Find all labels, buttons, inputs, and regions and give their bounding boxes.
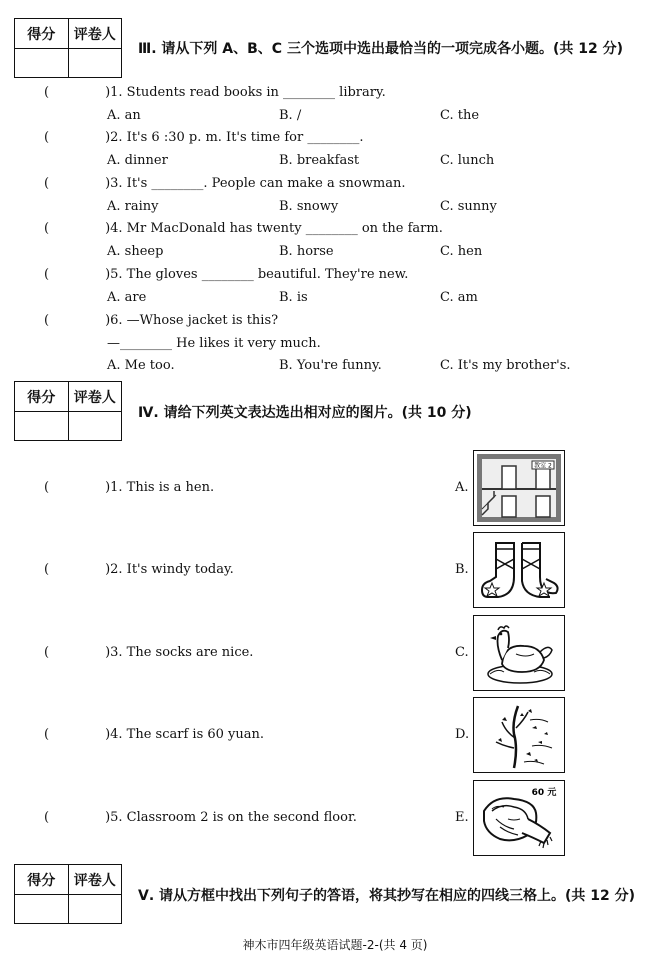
s4-q1: ( )1. This is a hen.: [44, 480, 215, 495]
picture-b: [473, 532, 565, 608]
s3-q1-option-b: B. /: [279, 108, 302, 123]
score-label: 得分: [27, 389, 56, 406]
score-label: 得分: [27, 26, 56, 43]
s4-q5: ( )5. Classroom 2 is on the second floor.: [44, 810, 357, 825]
score-box-section5: [14, 864, 122, 924]
score-entry: [15, 49, 68, 78]
score-entry: [15, 412, 68, 441]
scarf-icon: [474, 781, 564, 855]
s3-q5-stem: ( )5. The gloves ________ beautiful. They're new.: [44, 267, 409, 282]
s3-q3-option-b: B. snowy: [279, 199, 339, 214]
score-entry: [15, 895, 68, 924]
s3-q1-stem: ( )1. Students read books in ________ library.: [44, 85, 386, 100]
socks-icon: [474, 533, 564, 607]
s4-q3: ( )3. The socks are nice.: [44, 645, 254, 660]
s3-q2-stem: ( )2. It's 6 :30 p. m. It's time for ________.: [44, 130, 364, 145]
picture-d: [473, 697, 565, 773]
price-tag: 60 元: [531, 788, 557, 798]
picture-b-label: B.: [455, 562, 469, 577]
s3-q5-option-a: A. are: [107, 290, 147, 305]
section4-heading: Ⅳ. 请给下列英文表达选出相对应的图片。(共 10 分): [138, 405, 472, 421]
picture-c-label: C.: [455, 645, 469, 660]
s3-q2-option-c: C. lunch: [440, 153, 495, 168]
score-label: 得分: [27, 872, 56, 889]
s3-q6-option-c: C. It's my brother's.: [440, 358, 571, 373]
grader-entry: [68, 895, 122, 924]
picture-c: [473, 615, 565, 691]
classroom-building-icon: [474, 451, 564, 525]
s3-q3-option-c: C. sunny: [440, 199, 497, 214]
section5-heading: Ⅴ. 请从方框中找出下列句子的答语，将其抄写在相应的四线三格上。(共 12 分): [138, 888, 636, 904]
s3-q6-line2: —________ He likes it very much.: [107, 336, 321, 351]
grader-label: 评卷人: [68, 865, 122, 894]
windy-tree-icon: [474, 698, 564, 772]
picture-d-label: D.: [455, 727, 470, 742]
s3-q3-stem: ( )3. It's ________. People can make a snowman.: [44, 176, 406, 191]
grader-entry: [68, 412, 122, 441]
s3-q2-option-a: A. dinner: [107, 153, 168, 168]
page-footer: 神木市四年级英语试题-2-(共 4 页): [242, 938, 428, 952]
hen-icon: [474, 616, 564, 690]
s3-q6-stem: ( )6. —Whose jacket is this?: [44, 313, 279, 328]
s3-q6-option-b: B. You're funny.: [279, 358, 382, 373]
section3-heading: Ⅲ. 请从下列 A、B、C 三个选项中选出最恰当的一项完成各小题。(共 12 分): [138, 41, 623, 57]
score-box-section4: [14, 381, 122, 441]
grader-label: 评卷人: [68, 19, 122, 48]
s3-q4-stem: ( )4. Mr MacDonald has twenty ________ on the farm.: [44, 221, 443, 236]
s3-q1-option-c: C. the: [440, 108, 480, 123]
s3-q4-option-c: C. hen: [440, 244, 483, 259]
picture-a-label: A.: [455, 480, 469, 495]
s4-q4: ( )4. The scarf is 60 yuan.: [44, 727, 265, 742]
picture-e-label: E.: [455, 810, 469, 825]
grader-label: 评卷人: [68, 382, 122, 411]
s3-q4-option-b: B. horse: [279, 244, 334, 259]
s3-q1-option-a: A. an: [107, 108, 141, 123]
s3-q6-option-a: A. Me too.: [107, 358, 175, 373]
s3-q4-option-a: A. sheep: [107, 244, 164, 259]
grader-entry: [68, 49, 122, 78]
picture-a: [473, 450, 565, 526]
picture-e: [473, 780, 565, 856]
s3-q2-option-b: B. breakfast: [279, 153, 360, 168]
s4-q2: ( )2. It's windy today.: [44, 562, 234, 577]
score-box-section3: [14, 18, 122, 78]
s3-q5-option-b: B. is: [279, 290, 308, 305]
classroom-sign: 教室 2: [534, 462, 552, 470]
s3-q3-option-a: A. rainy: [107, 199, 159, 214]
s3-q5-option-c: C. am: [440, 290, 478, 305]
